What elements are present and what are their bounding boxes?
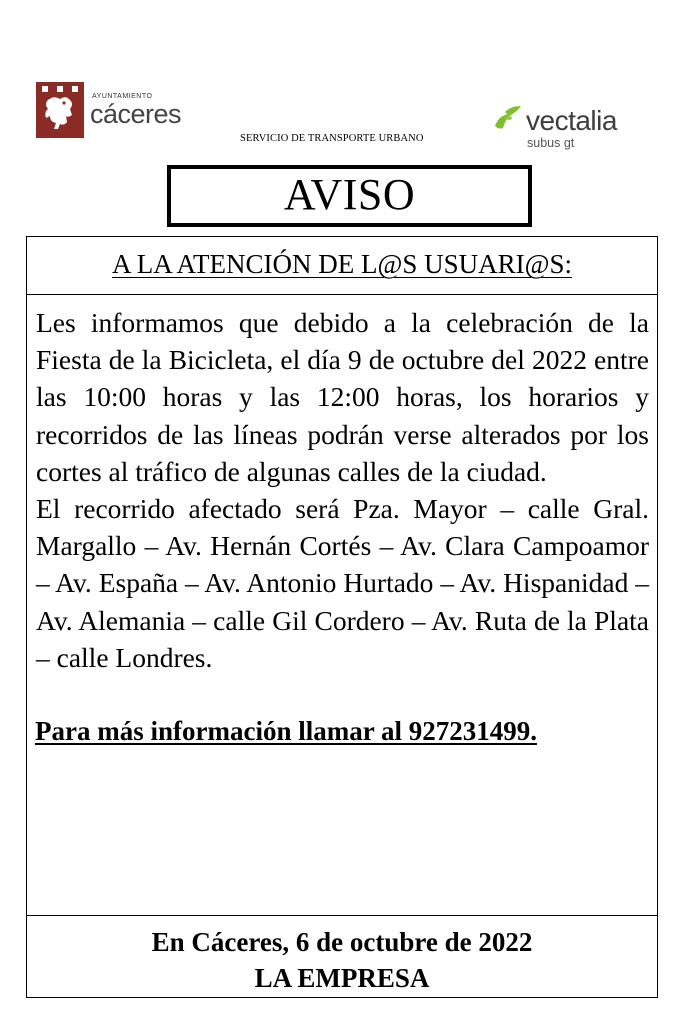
service-label: SERVICIO DE TRANSPORTE URBANO — [240, 133, 424, 144]
ayuntamiento-label: AYUNTAMIENTO — [92, 92, 153, 100]
notice-paragraph-1: Les informamos que debido a la celebración de la Fiesta de la Bicicleta, el día 9 de octubre del 2022 entre las 10:00 horas y las 12:00 horas, los horarios y recorridos de las líneas podrán verse alterados por los cortes al tráfico de algunas calles de la ciudad. — [36, 307, 649, 487]
lion-crest-icon — [36, 82, 84, 138]
contact-info — [27, 676, 657, 747]
footer-signature: LA EMPRESA — [254, 963, 430, 993]
vectalia-wordmark: vectalia — [526, 104, 617, 136]
notice-title: AVISO — [283, 170, 416, 219]
notice-text — [27, 295, 657, 676]
notice-paragraph-2: El recorrido afectado será Pza. Mayor – calle Gral. Margallo – Av. Hernán Cortés – Av. Clara Campoamor – Av. España – Av. Antonio Hurtado – Av. Hispanidad – Av. Alemania – calle Gil Cordero – Av. Ruta de la Plata – calle Londres. — [36, 493, 649, 673]
notice-title-box — [167, 165, 532, 227]
attention-text: A LA ATENCIÓN DE L@S USUARI@S: — [111, 249, 572, 279]
attention-heading — [27, 237, 657, 295]
leaf-icon — [493, 104, 523, 137]
vectalia-subtitle: subus gt — [527, 136, 575, 150]
notice-footer — [27, 915, 657, 997]
vectalia-logo — [493, 104, 617, 150]
notice-body-box — [26, 236, 658, 998]
caceres-wordmark: cáceres — [90, 98, 182, 129]
footer-date: En Cáceres, 6 de octubre de 2022 — [151, 927, 533, 957]
ayuntamiento-caceres-logo — [36, 82, 181, 138]
contact-info-text: Para más información llamar al 927231499. — [35, 716, 537, 747]
